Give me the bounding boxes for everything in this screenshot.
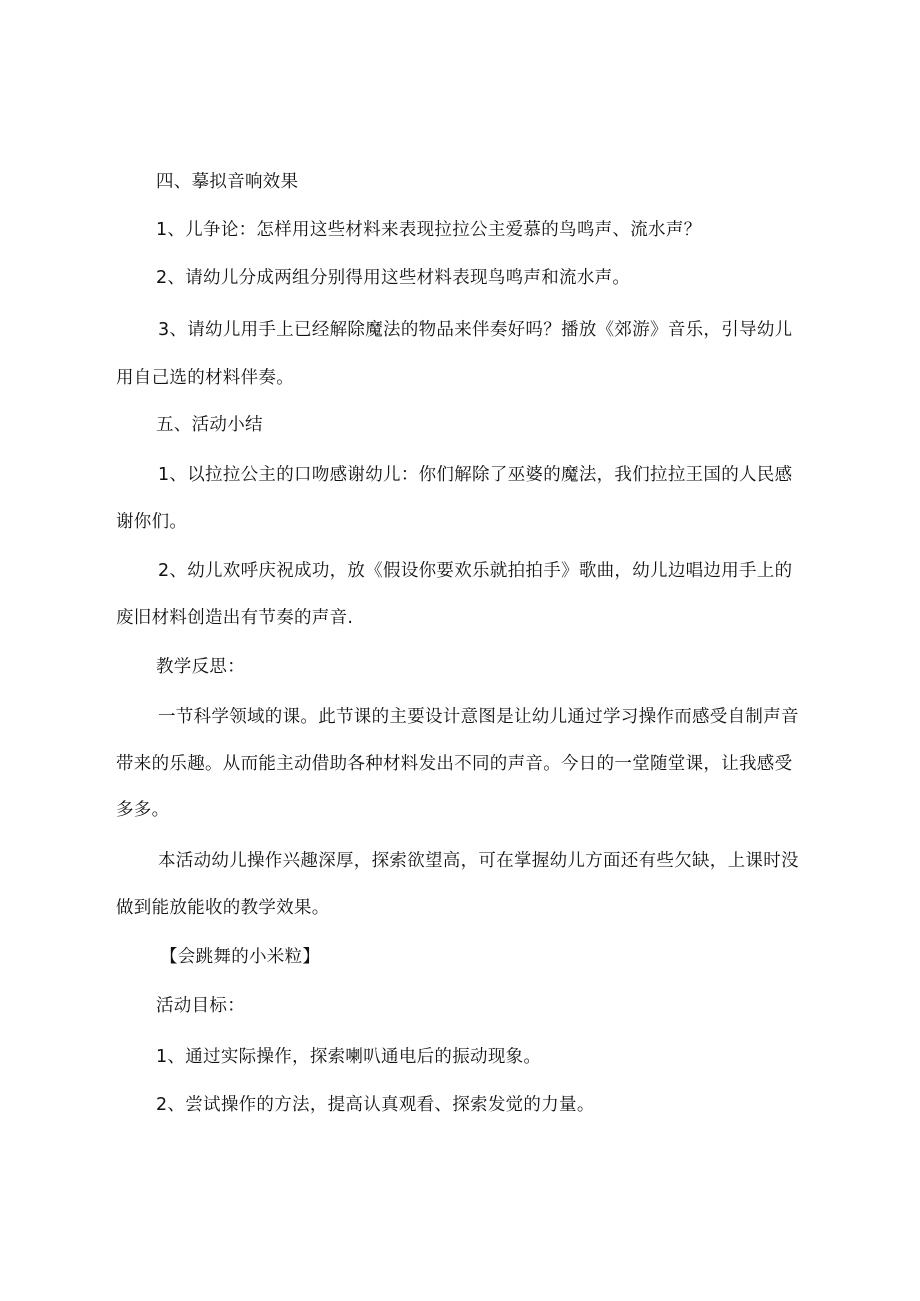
reflection-heading: 教学反思：: [156, 657, 245, 677]
section5-item-2-line-1: 2、幼儿欢呼庆祝成功，放《假设你要欢乐就拍拍手》歌曲，幼儿边唱边用手上的: [158, 561, 793, 581]
goal-1: 1、通过实际操作，探索喇叭通电后的振动现象。: [156, 1047, 542, 1067]
reflection-paragraph-2-line-1: 本活动幼儿操作兴趣深厚，探索欲望高，可在掌握幼儿方面还有些欠缺，上课时没: [158, 851, 799, 871]
section4-heading: 四、摹拟音响效果: [156, 172, 299, 192]
goals-heading: 活动目标：: [156, 996, 245, 1016]
section5-item-1-line-2: 谢你们。: [116, 512, 188, 532]
lesson-title: 【会跳舞的小米粒】: [160, 947, 321, 967]
section5-item-2-line-2: 废旧材料创造出有节奏的声音.: [116, 608, 354, 628]
reflection-paragraph-1-line-3: 多多。: [116, 800, 170, 820]
reflection-paragraph-1-line-1: 一节科学领域的课。此节课的主要设计意图是让幼儿通过学习操作而感受自制声音: [158, 707, 799, 727]
section5-item-1-line-1: 1、以拉拉公主的口吻感谢幼儿：你们解除了巫婆的魔法，我们拉拉王国的人民感: [158, 465, 793, 485]
section4-item-3-line-1: 3、请幼儿用手上已经解除魔法的物品来伴奏好吗？播放《郊游》音乐，引导幼儿: [158, 320, 793, 340]
goal-2: 2、尝试操作的方法，提高认真观看、探索发觉的力量。: [156, 1095, 595, 1115]
section4-item-2: 2、请幼儿分成两组分别得用这些材料表现鸟鸣声和流水声。: [156, 268, 631, 288]
section4-item-3-line-2: 用自己选的材料伴奏。: [116, 368, 294, 388]
section5-heading: 五、活动小结: [156, 415, 263, 435]
reflection-paragraph-1-line-2: 带来的乐趣。从而能主动借助各种材料发出不同的声音。今日的一堂随堂课，让我感受: [116, 754, 793, 774]
section4-item-1: 1、儿争论：怎样用这些材料来表现拉拉公主爱慕的鸟鸣声、流水声？: [156, 220, 702, 240]
reflection-paragraph-2-line-2: 做到能放能收的教学效果。: [116, 898, 330, 918]
